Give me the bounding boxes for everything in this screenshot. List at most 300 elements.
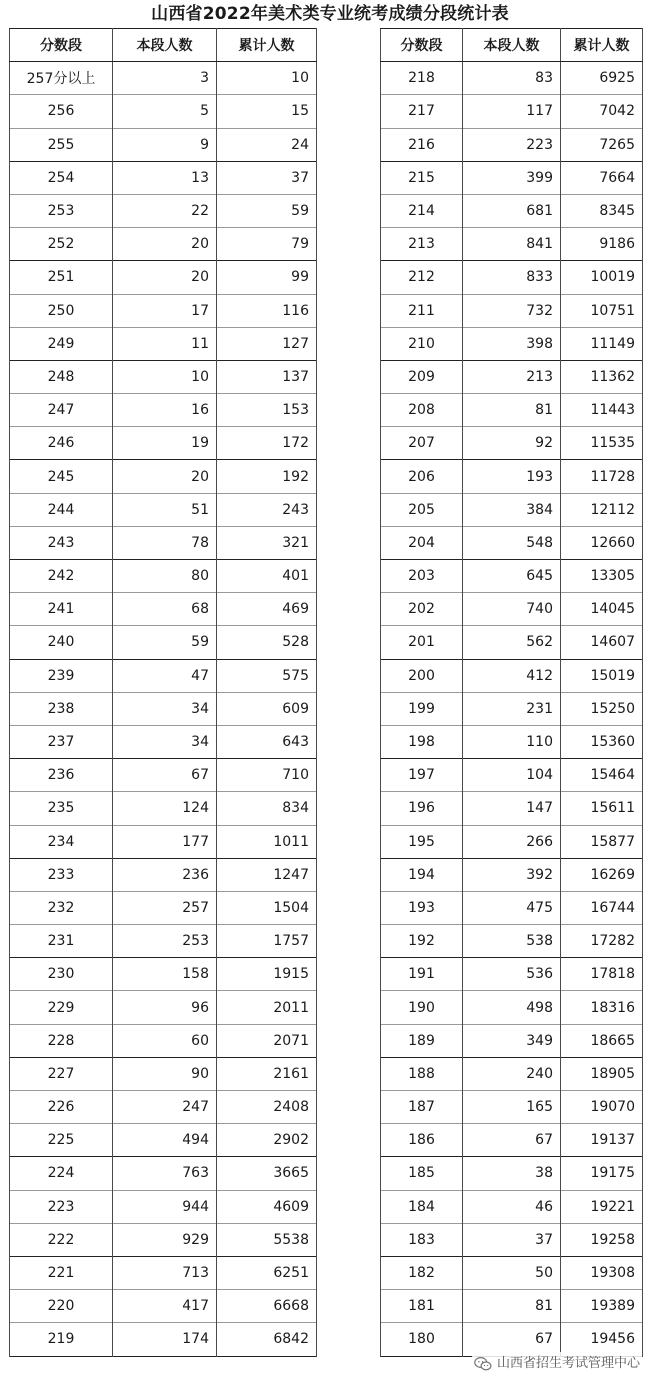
table-row bbox=[10, 958, 317, 991]
cell-cumulative-count: 1247 bbox=[217, 858, 317, 891]
cell-score-range: 208 bbox=[381, 394, 463, 427]
cell-score-range: 203 bbox=[381, 560, 463, 593]
cell-score-range: 257分以上 bbox=[10, 62, 113, 95]
cell-cumulative-count: 19308 bbox=[561, 1256, 643, 1289]
cell-cumulative-count: 153 bbox=[217, 394, 317, 427]
cell-cumulative-count: 7664 bbox=[561, 161, 643, 194]
cell-segment-count: 81 bbox=[463, 1290, 561, 1323]
cell-score-range: 214 bbox=[381, 194, 463, 227]
cell-score-range: 230 bbox=[10, 958, 113, 991]
cell-cumulative-count: 2071 bbox=[217, 1024, 317, 1057]
table-row bbox=[381, 95, 643, 128]
table-row bbox=[10, 1057, 317, 1090]
cell-score-range: 227 bbox=[10, 1057, 113, 1090]
cell-score-range: 202 bbox=[381, 593, 463, 626]
cell-segment-count: 681 bbox=[463, 194, 561, 227]
cell-segment-count: 740 bbox=[463, 593, 561, 626]
cell-score-range: 182 bbox=[381, 1256, 463, 1289]
table-row bbox=[10, 891, 317, 924]
cell-cumulative-count: 14607 bbox=[561, 626, 643, 659]
cell-segment-count: 253 bbox=[113, 925, 217, 958]
table-row bbox=[381, 891, 643, 924]
cell-cumulative-count: 6668 bbox=[217, 1290, 317, 1323]
table-row bbox=[10, 858, 317, 891]
table-row bbox=[10, 593, 317, 626]
cell-score-range: 211 bbox=[381, 294, 463, 327]
cell-segment-count: 22 bbox=[113, 194, 217, 227]
table-row bbox=[10, 725, 317, 758]
cell-cumulative-count: 15250 bbox=[561, 692, 643, 725]
cell-cumulative-count: 15019 bbox=[561, 659, 643, 692]
cell-segment-count: 67 bbox=[463, 1323, 561, 1356]
cell-cumulative-count: 6842 bbox=[217, 1323, 317, 1356]
cell-segment-count: 158 bbox=[113, 958, 217, 991]
cell-cumulative-count: 19221 bbox=[561, 1190, 643, 1223]
table-row bbox=[381, 692, 643, 725]
table-row bbox=[381, 526, 643, 559]
header-cumulative-count: 累计人数 bbox=[217, 29, 317, 62]
cell-score-range: 247 bbox=[10, 394, 113, 427]
cell-score-range: 205 bbox=[381, 493, 463, 526]
cell-score-range: 180 bbox=[381, 1323, 463, 1356]
cell-segment-count: 763 bbox=[113, 1157, 217, 1190]
table-row bbox=[381, 1157, 643, 1190]
table-row bbox=[10, 228, 317, 261]
cell-segment-count: 174 bbox=[113, 1323, 217, 1356]
cell-cumulative-count: 11443 bbox=[561, 394, 643, 427]
cell-score-range: 249 bbox=[10, 327, 113, 360]
table-row bbox=[381, 825, 643, 858]
cell-segment-count: 223 bbox=[463, 128, 561, 161]
cell-cumulative-count: 528 bbox=[217, 626, 317, 659]
table-row bbox=[10, 261, 317, 294]
table-row bbox=[381, 593, 643, 626]
cell-segment-count: 60 bbox=[113, 1024, 217, 1057]
cell-score-range: 225 bbox=[10, 1124, 113, 1157]
cell-score-range: 242 bbox=[10, 560, 113, 593]
cell-score-range: 209 bbox=[381, 360, 463, 393]
cell-score-range: 212 bbox=[381, 261, 463, 294]
cell-score-range: 215 bbox=[381, 161, 463, 194]
cell-segment-count: 165 bbox=[463, 1091, 561, 1124]
cell-segment-count: 349 bbox=[463, 1024, 561, 1057]
cell-score-range: 253 bbox=[10, 194, 113, 227]
cell-segment-count: 536 bbox=[463, 958, 561, 991]
table-row bbox=[381, 958, 643, 991]
cell-segment-count: 47 bbox=[113, 659, 217, 692]
table-row bbox=[10, 394, 317, 427]
cell-score-range: 237 bbox=[10, 725, 113, 758]
table-row bbox=[381, 626, 643, 659]
table-row bbox=[10, 792, 317, 825]
cell-cumulative-count: 243 bbox=[217, 493, 317, 526]
cell-segment-count: 20 bbox=[113, 460, 217, 493]
cell-segment-count: 645 bbox=[463, 560, 561, 593]
cell-segment-count: 475 bbox=[463, 891, 561, 924]
cell-cumulative-count: 15 bbox=[217, 95, 317, 128]
cell-segment-count: 538 bbox=[463, 925, 561, 958]
cell-cumulative-count: 19456 bbox=[561, 1323, 643, 1356]
cell-score-range: 210 bbox=[381, 327, 463, 360]
table-row bbox=[10, 659, 317, 692]
cell-score-range: 187 bbox=[381, 1091, 463, 1124]
cell-segment-count: 67 bbox=[463, 1124, 561, 1157]
table-row bbox=[10, 1256, 317, 1289]
cell-score-range: 228 bbox=[10, 1024, 113, 1057]
table-row bbox=[10, 62, 317, 95]
cell-segment-count: 9 bbox=[113, 128, 217, 161]
table-row bbox=[10, 1024, 317, 1057]
cell-cumulative-count: 12660 bbox=[561, 526, 643, 559]
cell-segment-count: 104 bbox=[463, 759, 561, 792]
table-header-row bbox=[381, 29, 643, 62]
table-row bbox=[381, 858, 643, 891]
table-row bbox=[381, 1091, 643, 1124]
table-row bbox=[381, 925, 643, 958]
cell-segment-count: 498 bbox=[463, 991, 561, 1024]
cell-cumulative-count: 2408 bbox=[217, 1091, 317, 1124]
cell-score-range: 245 bbox=[10, 460, 113, 493]
table-row bbox=[10, 925, 317, 958]
cell-score-range: 192 bbox=[381, 925, 463, 958]
cell-segment-count: 34 bbox=[113, 692, 217, 725]
cell-cumulative-count: 834 bbox=[217, 792, 317, 825]
table-row bbox=[381, 1223, 643, 1256]
cell-score-range: 186 bbox=[381, 1124, 463, 1157]
cell-segment-count: 11 bbox=[113, 327, 217, 360]
cell-segment-count: 417 bbox=[113, 1290, 217, 1323]
cell-cumulative-count: 17818 bbox=[561, 958, 643, 991]
cell-score-range: 206 bbox=[381, 460, 463, 493]
cell-score-range: 207 bbox=[381, 427, 463, 460]
cell-score-range: 238 bbox=[10, 692, 113, 725]
cell-cumulative-count: 11728 bbox=[561, 460, 643, 493]
table-row bbox=[10, 294, 317, 327]
cell-segment-count: 110 bbox=[463, 725, 561, 758]
cell-cumulative-count: 192 bbox=[217, 460, 317, 493]
cell-cumulative-count: 2011 bbox=[217, 991, 317, 1024]
table-row bbox=[10, 1124, 317, 1157]
cell-score-range: 216 bbox=[381, 128, 463, 161]
table-row bbox=[381, 261, 643, 294]
cell-segment-count: 713 bbox=[113, 1256, 217, 1289]
cell-score-range: 222 bbox=[10, 1223, 113, 1256]
cell-score-range: 189 bbox=[381, 1024, 463, 1057]
cell-segment-count: 247 bbox=[113, 1091, 217, 1124]
table-body bbox=[381, 62, 643, 1356]
cell-cumulative-count: 172 bbox=[217, 427, 317, 460]
cell-segment-count: 240 bbox=[463, 1057, 561, 1090]
table-row bbox=[381, 194, 643, 227]
cell-segment-count: 399 bbox=[463, 161, 561, 194]
table-row bbox=[10, 692, 317, 725]
cell-score-range: 240 bbox=[10, 626, 113, 659]
cell-cumulative-count: 1504 bbox=[217, 891, 317, 924]
table-row bbox=[10, 626, 317, 659]
cell-score-range: 229 bbox=[10, 991, 113, 1024]
cell-cumulative-count: 59 bbox=[217, 194, 317, 227]
cell-segment-count: 929 bbox=[113, 1223, 217, 1256]
cell-score-range: 220 bbox=[10, 1290, 113, 1323]
score-table-right bbox=[380, 28, 643, 1357]
table-row bbox=[381, 792, 643, 825]
cell-segment-count: 19 bbox=[113, 427, 217, 460]
cell-cumulative-count: 12112 bbox=[561, 493, 643, 526]
cell-cumulative-count: 1915 bbox=[217, 958, 317, 991]
cell-cumulative-count: 3665 bbox=[217, 1157, 317, 1190]
table-row bbox=[381, 62, 643, 95]
table-row bbox=[10, 360, 317, 393]
table-row bbox=[381, 128, 643, 161]
table-row bbox=[381, 1124, 643, 1157]
cell-segment-count: 124 bbox=[113, 792, 217, 825]
table-row bbox=[381, 659, 643, 692]
cell-score-range: 239 bbox=[10, 659, 113, 692]
table-row bbox=[10, 194, 317, 227]
table-row bbox=[10, 759, 317, 792]
cell-cumulative-count: 401 bbox=[217, 560, 317, 593]
cell-cumulative-count: 19070 bbox=[561, 1091, 643, 1124]
cell-segment-count: 46 bbox=[463, 1190, 561, 1223]
cell-score-range: 204 bbox=[381, 526, 463, 559]
table-row bbox=[381, 1057, 643, 1090]
cell-cumulative-count: 11535 bbox=[561, 427, 643, 460]
cell-segment-count: 494 bbox=[113, 1124, 217, 1157]
cell-cumulative-count: 643 bbox=[217, 725, 317, 758]
cell-cumulative-count: 8345 bbox=[561, 194, 643, 227]
cell-segment-count: 51 bbox=[113, 493, 217, 526]
cell-cumulative-count: 99 bbox=[217, 261, 317, 294]
cell-score-range: 255 bbox=[10, 128, 113, 161]
cell-score-range: 248 bbox=[10, 360, 113, 393]
cell-cumulative-count: 13305 bbox=[561, 560, 643, 593]
table-row bbox=[381, 327, 643, 360]
cell-cumulative-count: 16269 bbox=[561, 858, 643, 891]
table-row bbox=[381, 360, 643, 393]
cell-cumulative-count: 127 bbox=[217, 327, 317, 360]
table-header-row bbox=[10, 29, 317, 62]
cell-cumulative-count: 14045 bbox=[561, 593, 643, 626]
cell-segment-count: 412 bbox=[463, 659, 561, 692]
cell-score-range: 193 bbox=[381, 891, 463, 924]
header-score-range: 分数段 bbox=[381, 29, 463, 62]
cell-score-range: 201 bbox=[381, 626, 463, 659]
cell-score-range: 183 bbox=[381, 1223, 463, 1256]
cell-segment-count: 392 bbox=[463, 858, 561, 891]
cell-cumulative-count: 2161 bbox=[217, 1057, 317, 1090]
cell-cumulative-count: 79 bbox=[217, 228, 317, 261]
cell-score-range: 219 bbox=[10, 1323, 113, 1356]
cell-cumulative-count: 10 bbox=[217, 62, 317, 95]
cell-score-range: 231 bbox=[10, 925, 113, 958]
cell-segment-count: 92 bbox=[463, 427, 561, 460]
table-row bbox=[381, 294, 643, 327]
cell-cumulative-count: 6251 bbox=[217, 1256, 317, 1289]
cell-segment-count: 38 bbox=[463, 1157, 561, 1190]
cell-score-range: 198 bbox=[381, 725, 463, 758]
cell-score-range: 197 bbox=[381, 759, 463, 792]
cell-cumulative-count: 1011 bbox=[217, 825, 317, 858]
cell-segment-count: 562 bbox=[463, 626, 561, 659]
cell-score-range: 199 bbox=[381, 692, 463, 725]
table-row bbox=[10, 1157, 317, 1190]
watermark bbox=[472, 1352, 642, 1376]
header-segment-count: 本段人数 bbox=[463, 29, 561, 62]
table-row bbox=[10, 460, 317, 493]
cell-cumulative-count: 2902 bbox=[217, 1124, 317, 1157]
cell-cumulative-count: 116 bbox=[217, 294, 317, 327]
cell-segment-count: 96 bbox=[113, 991, 217, 1024]
score-table-left bbox=[9, 28, 317, 1357]
cell-cumulative-count: 19175 bbox=[561, 1157, 643, 1190]
cell-segment-count: 236 bbox=[113, 858, 217, 891]
cell-score-range: 232 bbox=[10, 891, 113, 924]
cell-segment-count: 117 bbox=[463, 95, 561, 128]
cell-cumulative-count: 1757 bbox=[217, 925, 317, 958]
cell-score-range: 250 bbox=[10, 294, 113, 327]
cell-score-range: 190 bbox=[381, 991, 463, 1024]
cell-score-range: 196 bbox=[381, 792, 463, 825]
cell-cumulative-count: 10751 bbox=[561, 294, 643, 327]
cell-cumulative-count: 710 bbox=[217, 759, 317, 792]
cell-segment-count: 78 bbox=[113, 526, 217, 559]
cell-segment-count: 67 bbox=[113, 759, 217, 792]
cell-score-range: 217 bbox=[381, 95, 463, 128]
cell-score-range: 224 bbox=[10, 1157, 113, 1190]
table-row bbox=[10, 327, 317, 360]
cell-segment-count: 147 bbox=[463, 792, 561, 825]
cell-score-range: 226 bbox=[10, 1091, 113, 1124]
cell-cumulative-count: 11362 bbox=[561, 360, 643, 393]
table-row bbox=[381, 460, 643, 493]
cell-cumulative-count: 7265 bbox=[561, 128, 643, 161]
cell-cumulative-count: 17282 bbox=[561, 925, 643, 958]
table-row bbox=[381, 161, 643, 194]
cell-segment-count: 833 bbox=[463, 261, 561, 294]
table-row bbox=[10, 560, 317, 593]
table-row bbox=[381, 228, 643, 261]
cell-segment-count: 50 bbox=[463, 1256, 561, 1289]
table-row bbox=[381, 1290, 643, 1323]
table-row bbox=[10, 526, 317, 559]
cell-segment-count: 841 bbox=[463, 228, 561, 261]
table-row bbox=[10, 825, 317, 858]
table-row bbox=[381, 560, 643, 593]
table-row bbox=[381, 1256, 643, 1289]
table-row bbox=[10, 1323, 317, 1356]
cell-cumulative-count: 4609 bbox=[217, 1190, 317, 1223]
table-row bbox=[10, 128, 317, 161]
cell-cumulative-count: 609 bbox=[217, 692, 317, 725]
cell-score-range: 191 bbox=[381, 958, 463, 991]
cell-segment-count: 384 bbox=[463, 493, 561, 526]
cell-score-range: 221 bbox=[10, 1256, 113, 1289]
cell-cumulative-count: 7042 bbox=[561, 95, 643, 128]
cell-segment-count: 177 bbox=[113, 825, 217, 858]
cell-cumulative-count: 19389 bbox=[561, 1290, 643, 1323]
cell-cumulative-count: 15611 bbox=[561, 792, 643, 825]
cell-cumulative-count: 18665 bbox=[561, 1024, 643, 1057]
table-row bbox=[10, 427, 317, 460]
cell-cumulative-count: 19137 bbox=[561, 1124, 643, 1157]
table-row bbox=[10, 1190, 317, 1223]
cell-segment-count: 80 bbox=[113, 560, 217, 593]
table-row bbox=[10, 95, 317, 128]
table-row bbox=[10, 1223, 317, 1256]
header-score-range: 分数段 bbox=[10, 29, 113, 62]
cell-segment-count: 20 bbox=[113, 228, 217, 261]
cell-score-range: 241 bbox=[10, 593, 113, 626]
page-title: 山西省2022年美术类专业统考成绩分段统计表 bbox=[151, 4, 509, 24]
table-row bbox=[381, 725, 643, 758]
cell-segment-count: 68 bbox=[113, 593, 217, 626]
wechat-icon bbox=[474, 1356, 492, 1372]
cell-cumulative-count: 24 bbox=[217, 128, 317, 161]
cell-segment-count: 3 bbox=[113, 62, 217, 95]
table-row bbox=[381, 1190, 643, 1223]
cell-cumulative-count: 137 bbox=[217, 360, 317, 393]
table-row bbox=[10, 991, 317, 1024]
cell-score-range: 254 bbox=[10, 161, 113, 194]
table-row bbox=[381, 991, 643, 1024]
cell-segment-count: 231 bbox=[463, 692, 561, 725]
table-row bbox=[381, 394, 643, 427]
cell-cumulative-count: 15360 bbox=[561, 725, 643, 758]
cell-segment-count: 266 bbox=[463, 825, 561, 858]
cell-score-range: 243 bbox=[10, 526, 113, 559]
cell-score-range: 195 bbox=[381, 825, 463, 858]
cell-score-range: 234 bbox=[10, 825, 113, 858]
cell-score-range: 244 bbox=[10, 493, 113, 526]
cell-score-range: 181 bbox=[381, 1290, 463, 1323]
cell-segment-count: 548 bbox=[463, 526, 561, 559]
table-row bbox=[10, 493, 317, 526]
cell-cumulative-count: 469 bbox=[217, 593, 317, 626]
cell-cumulative-count: 9186 bbox=[561, 228, 643, 261]
cell-cumulative-count: 5538 bbox=[217, 1223, 317, 1256]
cell-score-range: 252 bbox=[10, 228, 113, 261]
cell-cumulative-count: 575 bbox=[217, 659, 317, 692]
cell-score-range: 246 bbox=[10, 427, 113, 460]
table-row bbox=[381, 427, 643, 460]
cell-score-range: 233 bbox=[10, 858, 113, 891]
cell-cumulative-count: 10019 bbox=[561, 261, 643, 294]
cell-score-range: 188 bbox=[381, 1057, 463, 1090]
cell-segment-count: 37 bbox=[463, 1223, 561, 1256]
cell-score-range: 251 bbox=[10, 261, 113, 294]
cell-score-range: 184 bbox=[381, 1190, 463, 1223]
cell-segment-count: 257 bbox=[113, 891, 217, 924]
cell-segment-count: 59 bbox=[113, 626, 217, 659]
cell-score-range: 194 bbox=[381, 858, 463, 891]
cell-segment-count: 81 bbox=[463, 394, 561, 427]
watermark-text: 山西省招生考试管理中心 bbox=[496, 1356, 640, 1371]
cell-cumulative-count: 6925 bbox=[561, 62, 643, 95]
cell-segment-count: 213 bbox=[463, 360, 561, 393]
cell-cumulative-count: 321 bbox=[217, 526, 317, 559]
table-row bbox=[381, 1024, 643, 1057]
table-row bbox=[10, 1091, 317, 1124]
cell-cumulative-count: 15877 bbox=[561, 825, 643, 858]
cell-cumulative-count: 16744 bbox=[561, 891, 643, 924]
cell-score-range: 200 bbox=[381, 659, 463, 692]
cell-segment-count: 17 bbox=[113, 294, 217, 327]
header-cumulative-count: 累计人数 bbox=[561, 29, 643, 62]
cell-segment-count: 5 bbox=[113, 95, 217, 128]
cell-score-range: 218 bbox=[381, 62, 463, 95]
header-segment-count: 本段人数 bbox=[113, 29, 217, 62]
cell-segment-count: 398 bbox=[463, 327, 561, 360]
